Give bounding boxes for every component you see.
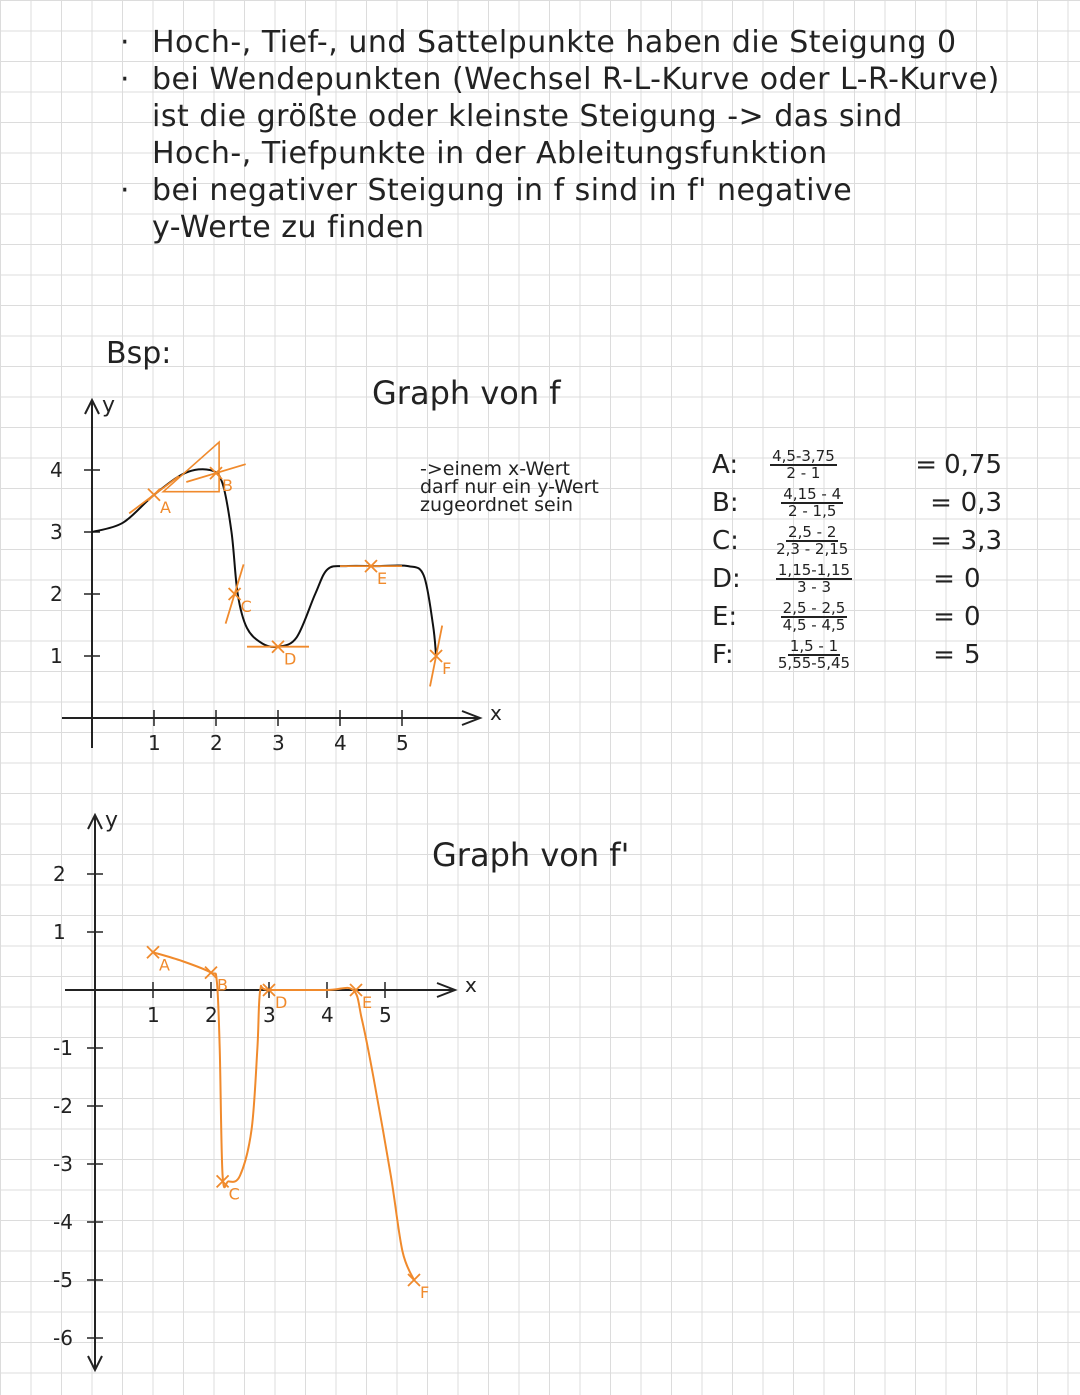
calc-denominator: 2,3 - 2,15 bbox=[776, 540, 849, 558]
calc-label: B: bbox=[712, 488, 739, 518]
fprime-point-label-B: B bbox=[217, 975, 228, 995]
bullet-2-cont-1: ist die größte oder kleinste Steigung -> das sind bbox=[152, 99, 903, 134]
f-x-tick-label: 3 bbox=[272, 731, 285, 755]
calc-result: 0,3 bbox=[960, 488, 1002, 518]
calc-equals: = bbox=[915, 450, 938, 480]
f-y-axis-label: y bbox=[102, 393, 116, 418]
f-x-tick-label: 1 bbox=[148, 731, 161, 755]
fprime-x-tick-label: 4 bbox=[321, 1003, 334, 1027]
calc-numerator: 2,5 - 2,5 bbox=[782, 599, 846, 617]
fprime-point-label-F: F bbox=[420, 1283, 430, 1302]
calc-result: 3,3 bbox=[960, 526, 1002, 556]
f-x-tick-label: 4 bbox=[334, 731, 347, 755]
calc-equals: = bbox=[933, 640, 955, 670]
calc-label: F: bbox=[712, 640, 734, 670]
bullet-3-cont-1: y-Werte zu finden bbox=[152, 210, 425, 245]
fprime-y-axis-label: y bbox=[105, 808, 119, 833]
fprime-point-label-A: A bbox=[159, 955, 170, 975]
fprime-y-tick-label: -4 bbox=[53, 1210, 73, 1234]
f-y-tick-label: 2 bbox=[50, 582, 63, 606]
calc-denominator: 2 - 1,5 bbox=[788, 502, 837, 520]
calc-label: A: bbox=[712, 450, 739, 480]
f-x-tick-label: 2 bbox=[210, 731, 223, 755]
calc-equals: = bbox=[933, 602, 955, 632]
f-tangent-F bbox=[430, 626, 442, 687]
calc-numerator: 1,15-1,15 bbox=[777, 561, 851, 579]
fprime-x-axis-label: x bbox=[465, 973, 477, 997]
f-point-label-B: B bbox=[222, 476, 233, 496]
f-y-tick-label: 1 bbox=[50, 644, 63, 668]
graph-fprime-title: Graph von f' bbox=[432, 836, 630, 874]
calc-equals: = bbox=[930, 488, 952, 518]
fprime-y-tick-label: 1 bbox=[53, 920, 66, 944]
f-point-label-C: C bbox=[240, 597, 252, 616]
calc-numerator: 4,15 - 4 bbox=[783, 485, 842, 503]
fprime-y-tick-label: -1 bbox=[53, 1036, 73, 1060]
fprime-y-tick-label: 2 bbox=[53, 862, 66, 886]
calc-numerator: 4,5-3,75 bbox=[772, 447, 835, 465]
bullet-dot: · bbox=[119, 62, 131, 97]
note-line: ->einem x-Wert bbox=[420, 458, 570, 480]
calc-label: C: bbox=[712, 526, 739, 556]
fprime-y-tick-label: -6 bbox=[53, 1326, 73, 1350]
fprime-point-label-E: E bbox=[362, 993, 373, 1012]
f-x-axis-label: x bbox=[490, 701, 502, 725]
fprime-x-tick-label: 1 bbox=[147, 1003, 160, 1027]
calc-numerator: 1,5 - 1 bbox=[789, 637, 839, 655]
f-point-label-E: E bbox=[377, 569, 388, 589]
f-tangent-A bbox=[129, 476, 179, 513]
fprime-x-tick-label: 2 bbox=[205, 1003, 218, 1027]
fprime-y-tick-label: -3 bbox=[53, 1152, 73, 1176]
calc-denominator: 5,55-5,45 bbox=[777, 654, 851, 672]
fprime-y-tick-label: -2 bbox=[53, 1094, 73, 1118]
calc-result: 0 bbox=[964, 564, 981, 594]
calc-denominator: 2 - 1 bbox=[786, 464, 821, 482]
bullet-1-text: Hoch-, Tief-, und Sattelpunkte haben die Steigung 0 bbox=[152, 25, 957, 60]
graph-f-title: Graph von f bbox=[372, 374, 561, 412]
bullet-dot: · bbox=[119, 173, 131, 208]
bullet-2-text: bei Wendepunkten (Wechsel R-L-Kurve oder L-R-Kurve) bbox=[152, 62, 1000, 97]
calc-equals: = bbox=[933, 564, 955, 594]
fprime-x-tick-label: 5 bbox=[379, 1003, 392, 1027]
note-line: darf nur ein y-Wert bbox=[420, 476, 599, 498]
example-label: Bsp: bbox=[106, 336, 172, 371]
calc-result: 0 bbox=[964, 602, 981, 632]
calc-result: 0,75 bbox=[944, 450, 1002, 480]
fprime-point-marker-A bbox=[147, 946, 159, 958]
calc-equals: = bbox=[930, 526, 952, 556]
calc-result: 5 bbox=[964, 640, 981, 670]
f-point-label-F: F bbox=[442, 659, 452, 678]
fprime-point-label-D: D bbox=[275, 993, 288, 1012]
calc-denominator: 4,5 - 4,5 bbox=[782, 616, 846, 634]
bullet-2-cont-2: Hoch-, Tiefpunkte in der Ableitungsfunktion bbox=[152, 136, 828, 171]
calc-label: E: bbox=[712, 602, 738, 632]
fprime-y-tick-label: -5 bbox=[53, 1268, 73, 1292]
fprime-x-tick-label: 3 bbox=[263, 1003, 276, 1027]
note-line: zugeordnet sein bbox=[420, 494, 574, 516]
calc-label: D: bbox=[712, 564, 741, 594]
f-x-tick-label: 5 bbox=[396, 731, 409, 755]
f-y-tick-label: 4 bbox=[50, 458, 63, 482]
f-point-label-D: D bbox=[284, 649, 297, 669]
fprime-point-marker-F bbox=[408, 1274, 420, 1286]
calc-numerator: 2,5 - 2 bbox=[788, 523, 837, 541]
f-y-tick-label: 3 bbox=[50, 520, 63, 544]
f-tangent-B bbox=[186, 464, 245, 482]
bullet-dot: · bbox=[119, 25, 131, 60]
f-curve bbox=[92, 469, 436, 656]
calc-denominator: 3 - 3 bbox=[796, 578, 832, 596]
bullet-3-text: bei negativer Steigung in f sind in f' negative bbox=[152, 173, 853, 208]
fprime-point-label-C: C bbox=[228, 1184, 240, 1204]
f-point-label-A: A bbox=[160, 497, 171, 517]
